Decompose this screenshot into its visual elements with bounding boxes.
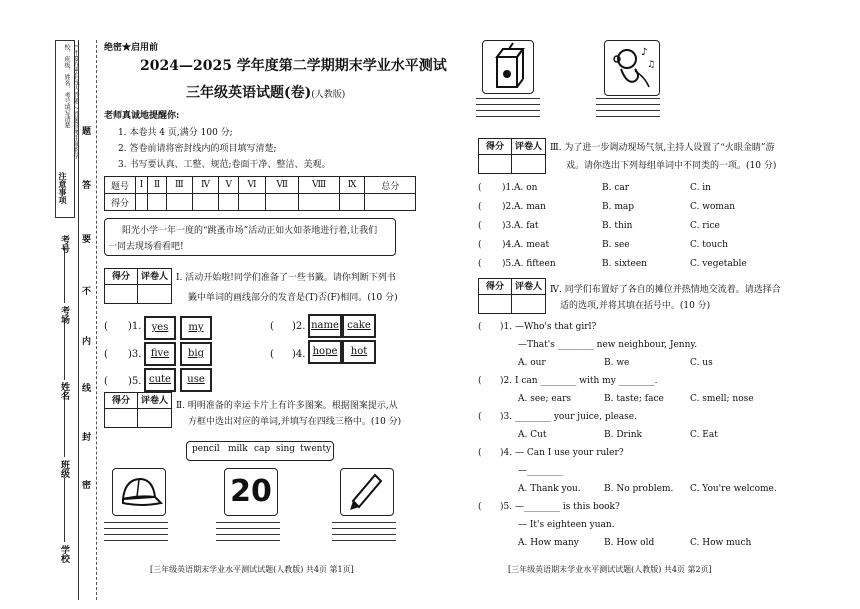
option-c: C. vegetable: [690, 259, 747, 269]
bookmark-word: name: [311, 320, 339, 331]
section2-line-1: Ⅱ. 明明准备的幸运卡片上有许多图案。根据图案提示,从: [176, 401, 398, 411]
intro-line-2: 一同去现场看看吧!: [108, 242, 184, 252]
page2-footer: [三年级英语期末学业水平测试试题(人教版) 共4页 第2页]: [508, 565, 712, 574]
pair-num: )3.: [128, 349, 142, 360]
section3-item: [478, 240, 778, 254]
bookmark-word: five: [150, 348, 170, 359]
grader-box-score-label: 得分: [479, 139, 512, 155]
score-cell[interactable]: [136, 194, 148, 211]
bookmark-word: hot: [350, 346, 368, 357]
option-a: A. meat: [514, 240, 550, 250]
bookmark-card: [308, 314, 342, 338]
field-label: 学校: [59, 545, 69, 563]
bookmark-card: [144, 342, 176, 366]
bookmark-card: [180, 342, 212, 366]
score-header-row: [105, 177, 416, 194]
juice-image-card: [482, 40, 534, 94]
cap-icon: [113, 469, 165, 515]
word-box-item: pencil: [192, 444, 220, 454]
item-num: )2.: [502, 202, 515, 212]
grader-box-score-label: 得分: [105, 269, 138, 285]
question-stem: )1. —Who's that girl?: [500, 322, 597, 332]
option-b: B. see: [602, 240, 630, 250]
score-cell[interactable]: [299, 194, 339, 211]
question-stem: )4. — Can I use your ruler?: [500, 448, 624, 458]
option-b: B. car: [602, 183, 630, 193]
grader-box: [478, 138, 546, 174]
section2-line-2: 方框中选出对应的单词,并填写在四线三格中。(10 分): [188, 417, 402, 427]
notice-3: 3. 书写要认真、工整、规范;卷面干净、整洁、美观。: [118, 160, 331, 170]
field-line: [64, 318, 65, 380]
option-c: C. smell; nose: [690, 394, 754, 404]
option-a: A. man: [514, 202, 546, 212]
option-a: A. see; ears: [518, 394, 571, 404]
option-c: C. woman: [690, 202, 736, 212]
field-line: [64, 478, 65, 542]
notice-heading: 老师真诚地提醒你:: [104, 111, 180, 121]
intro-line-1: 阳光小学一年一度的“跳蚤市场”活动正如火如荼地进行着,让我们: [122, 226, 378, 236]
seal-char: 题: [82, 127, 92, 137]
option-b: B. Drink: [604, 430, 642, 440]
pair-num: )5.: [128, 376, 142, 387]
exam-title: 2024—2025 学年度第二学期期末学业水平测试: [140, 58, 447, 74]
bookmark-card: [180, 316, 212, 340]
score-header-cell: Ⅸ: [339, 177, 365, 194]
answer-paren[interactable]: (: [478, 183, 482, 193]
grader-box-grader-label: 评卷人: [512, 279, 545, 295]
notice-1: 1. 本卷共 4 页,满分 100 分;: [118, 128, 233, 138]
grader-box-score-label: 得分: [105, 393, 138, 409]
score-cell[interactable]: [219, 194, 239, 211]
pair-num: )4.: [292, 349, 306, 360]
pair-num: )2.: [292, 321, 306, 332]
score-header-cell: Ⅵ: [239, 177, 266, 194]
exam-subtitle: 三年级英语试题(卷)(人教版): [186, 85, 346, 101]
score-header-cell: Ⅰ: [136, 177, 148, 194]
answer-paren[interactable]: (: [478, 412, 482, 422]
binding-strip: [0, 0, 100, 609]
seal-char: 密: [82, 481, 92, 491]
field-line: [64, 247, 65, 303]
section3-item: [478, 221, 778, 235]
pair-num: )1.: [128, 321, 142, 332]
item-num: )1.: [502, 183, 515, 193]
four-line-grid[interactable]: [104, 522, 168, 546]
option-b: B. No problem.: [604, 484, 674, 494]
option-c: C. touch: [690, 240, 728, 250]
section3-item: [478, 259, 778, 273]
option-b: B. map: [602, 202, 634, 212]
score-row: [105, 194, 416, 211]
score-cell[interactable]: [192, 194, 219, 211]
monkey-icon: [605, 41, 659, 95]
score-cell[interactable]: [265, 194, 299, 211]
bookmark-word: my: [188, 322, 204, 333]
top-secret: 绝密★启用前: [104, 43, 159, 53]
question-line: — It's eighteen yuan.: [518, 520, 615, 530]
section4-line-2: 适的选项,并将其填在括号中。(10 分): [560, 301, 711, 311]
section1-line-2: 籤中单词的画线部分的发音是(T)否(F)相同。(10 分): [188, 293, 398, 303]
seal-char: 内: [82, 337, 92, 347]
score-header-cell: Ⅲ: [167, 177, 193, 194]
svg-text:♪: ♪: [641, 47, 648, 58]
four-line-grid[interactable]: [476, 98, 540, 122]
grader-box-grader-label: 评卷人: [138, 393, 171, 409]
grader-box-grader-label: 评卷人: [512, 139, 545, 155]
question-line: —That's ________ new neighbour, Jenny.: [518, 340, 698, 350]
pair-paren: (: [270, 349, 274, 360]
grader-box: [104, 392, 172, 428]
section1-line-1: Ⅰ. 活动开始啦!同学们准备了一些书籤。请你判断下列书: [176, 273, 396, 283]
grader-box: [478, 278, 546, 314]
pair-paren: (: [104, 376, 108, 387]
word-box-item: cap: [254, 444, 271, 454]
pencil-icon: [341, 469, 393, 515]
option-a: A. How many: [518, 538, 579, 548]
answer-paren[interactable]: (: [478, 221, 482, 231]
field-label: 考号: [59, 235, 69, 253]
option-b: B. How old: [604, 538, 655, 548]
grader-box-grader-label: 评卷人: [138, 269, 171, 285]
answer-paren[interactable]: (: [478, 448, 482, 458]
item-num: )3.: [502, 221, 515, 231]
number-twenty-icon: 20: [230, 474, 272, 509]
score-cell[interactable]: [239, 194, 266, 211]
option-c: C. Eat: [690, 430, 718, 440]
number-image-card: [224, 468, 278, 516]
answer-paren[interactable]: (: [478, 202, 482, 212]
score-row-label: 得分: [105, 194, 136, 211]
option-a: A. on: [514, 183, 538, 193]
notice-text: 1.不要在密封线内答题 2.答题前考生须将学校、班级、姓名、考号填写清楚: [63, 44, 79, 160]
answer-paren[interactable]: (: [478, 240, 482, 250]
section3-item: [478, 202, 778, 216]
question-stem: )2. I can ________ with my ________.: [500, 376, 658, 386]
question-line: —________: [518, 466, 563, 476]
bookmark-card: [308, 340, 342, 364]
score-header-cell: 总分: [365, 177, 416, 194]
score-table: [104, 176, 416, 211]
svg-text:♫: ♫: [647, 60, 656, 70]
pencil-image-card: [340, 468, 394, 516]
score-cell[interactable]: [365, 194, 416, 211]
four-line-grid[interactable]: [596, 98, 660, 122]
answer-paren[interactable]: (: [478, 259, 482, 269]
field-line: [64, 393, 65, 457]
question-stem: )3. ________ your juice, please.: [500, 412, 637, 422]
option-c: C. rice: [690, 221, 720, 231]
option-a: A. our: [518, 358, 546, 368]
answer-paren[interactable]: (: [478, 322, 482, 332]
seal-char: 要: [82, 235, 92, 245]
score-cell[interactable]: [339, 194, 365, 211]
option-c: C. You're welcome.: [690, 484, 777, 494]
answer-paren[interactable]: (: [478, 376, 482, 386]
grader-box-cell[interactable]: [105, 285, 138, 303]
item-num: )4.: [502, 240, 515, 250]
grader-box-cell[interactable]: [105, 409, 138, 427]
field-label: 班级: [59, 460, 69, 478]
page1-footer: [三年级英语期末学业水平测试试题(人教版) 共4页 第1页]: [150, 565, 354, 574]
bookmark-card: [144, 316, 176, 340]
juice-box-icon: [483, 41, 533, 93]
score-header-cell: Ⅷ: [299, 177, 339, 194]
score-cell[interactable]: [148, 194, 167, 211]
option-c: C. us: [690, 358, 713, 368]
grader-box-cell[interactable]: [479, 295, 512, 313]
word-box-item: twenty: [300, 444, 332, 454]
score-header-cell: Ⅶ: [265, 177, 299, 194]
field-label: 姓名: [59, 382, 69, 400]
binding-line: [78, 40, 79, 600]
field-label: 考场: [59, 306, 69, 324]
seal-line: [96, 40, 97, 600]
score-header-cell: 题号: [105, 177, 136, 194]
notice-2: 2. 答卷前请将密封线内的项目填写清楚;: [118, 144, 277, 154]
option-b: B. taste; face: [604, 394, 664, 404]
question-stem: )5. —________ is this book?: [500, 502, 620, 512]
option-a: A. fat: [514, 221, 539, 231]
bookmark-word: cute: [149, 374, 171, 385]
section3-item: [478, 183, 778, 197]
option-c: C. How much: [690, 538, 752, 548]
option-b: B. we: [604, 358, 630, 368]
option-a: A. fifteen: [514, 259, 556, 269]
bookmark-word: yes: [151, 322, 169, 333]
answer-paren[interactable]: (: [478, 502, 482, 512]
item-num: )5.: [502, 259, 515, 269]
pair-paren: (: [270, 321, 274, 332]
grader-box: [104, 268, 172, 304]
word-box-item: sing: [276, 444, 296, 454]
section3-line-2: 戏。请你选出下列每组单词中不同类的一项。(10 分): [566, 161, 777, 171]
section3-line-1: Ⅲ. 为了进一步调动现场气氛,主持人设置了“火眼金睛”游: [550, 143, 775, 153]
monkey-singing-image-card: [604, 40, 660, 96]
seal-char: 线: [82, 384, 92, 394]
grader-box-score-label: 得分: [479, 279, 512, 295]
bookmark-word: use: [187, 374, 205, 385]
pair-paren: (: [104, 321, 108, 332]
option-a: A. Thank you.: [518, 484, 581, 494]
option-b: B. sixteen: [602, 259, 647, 269]
bookmark-card: [180, 368, 212, 392]
four-line-grid[interactable]: [216, 522, 280, 546]
pair-paren: (: [104, 349, 108, 360]
word-box-item: milk: [228, 444, 248, 454]
bookmark-card: [342, 314, 376, 338]
cap-image-card: [112, 468, 166, 516]
score-header-cell: Ⅳ: [192, 177, 219, 194]
four-line-grid[interactable]: [332, 522, 396, 546]
score-header-cell: Ⅴ: [219, 177, 239, 194]
bookmark-card: [144, 368, 176, 392]
section4-line-1: Ⅳ. 同学们布置好了各自的摊位并热情地交流着。请选择合: [550, 285, 781, 295]
grader-box-cell[interactable]: [479, 155, 512, 173]
option-a: A. Cut: [518, 430, 547, 440]
score-cell[interactable]: [167, 194, 193, 211]
bookmark-word: big: [187, 348, 204, 359]
seal-char: 不: [82, 287, 92, 297]
option-c: C. in: [690, 183, 711, 193]
score-header-cell: Ⅱ: [148, 177, 167, 194]
bookmark-card: [342, 340, 376, 364]
bookmark-word: cake: [347, 320, 371, 331]
notice-title: 注意事项: [58, 172, 68, 204]
bookmark-word: hope: [312, 346, 338, 357]
seal-char: 答: [82, 181, 92, 191]
option-b: B. thin: [602, 221, 633, 231]
seal-char: 封: [82, 433, 92, 443]
